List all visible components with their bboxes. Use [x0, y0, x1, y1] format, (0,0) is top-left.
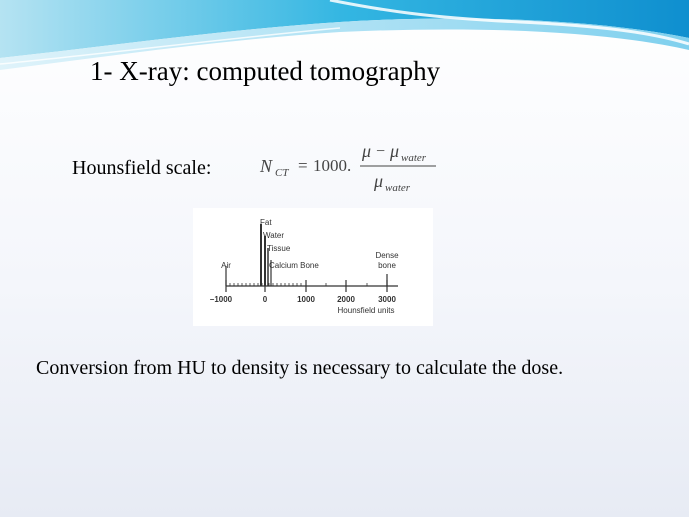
formula-denominator-subscript: water: [385, 182, 411, 194]
label-water: Water: [263, 231, 285, 240]
formula-numerator-subscript: water: [401, 152, 427, 164]
tick-label: 1000: [297, 295, 315, 304]
label-tissue: Tissue: [267, 244, 291, 253]
tick-label: 0: [262, 295, 268, 304]
hounsfield-scale-figure: [193, 208, 433, 326]
formula-denominator-mu: μ: [374, 171, 384, 191]
label-air: Air: [221, 261, 231, 270]
axis-label: Hounsfield units: [337, 306, 395, 315]
formula-lhs: N: [260, 156, 273, 176]
formula-numerator-mu: μ: [362, 141, 372, 161]
label-fat: Fat: [260, 218, 272, 227]
tick-label: 3000: [378, 295, 396, 304]
formula-minus: −: [376, 143, 386, 160]
label-dense-bone-line1: Dense: [375, 251, 399, 260]
label-calcium-bone: Calcium Bone: [269, 261, 319, 270]
formula-numerator-mu2: μ: [390, 141, 400, 161]
hounsfield-label: Hounsfield scale:: [72, 157, 212, 179]
tick-label: –1000: [209, 295, 233, 304]
formula-coefficient: 1000.: [313, 156, 352, 175]
hounsfield-formula: [258, 138, 448, 198]
tick-label: 2000: [337, 295, 355, 304]
conversion-text: Conversion from HU to density is necessary to calculate the dose.: [36, 357, 564, 379]
formula-equals: =: [298, 156, 308, 175]
slide-title: 1- X-ray: computed tomography: [90, 56, 441, 86]
label-dense-bone-line2: bone: [378, 261, 396, 270]
formula-lhs-subscript: CT: [275, 167, 289, 179]
